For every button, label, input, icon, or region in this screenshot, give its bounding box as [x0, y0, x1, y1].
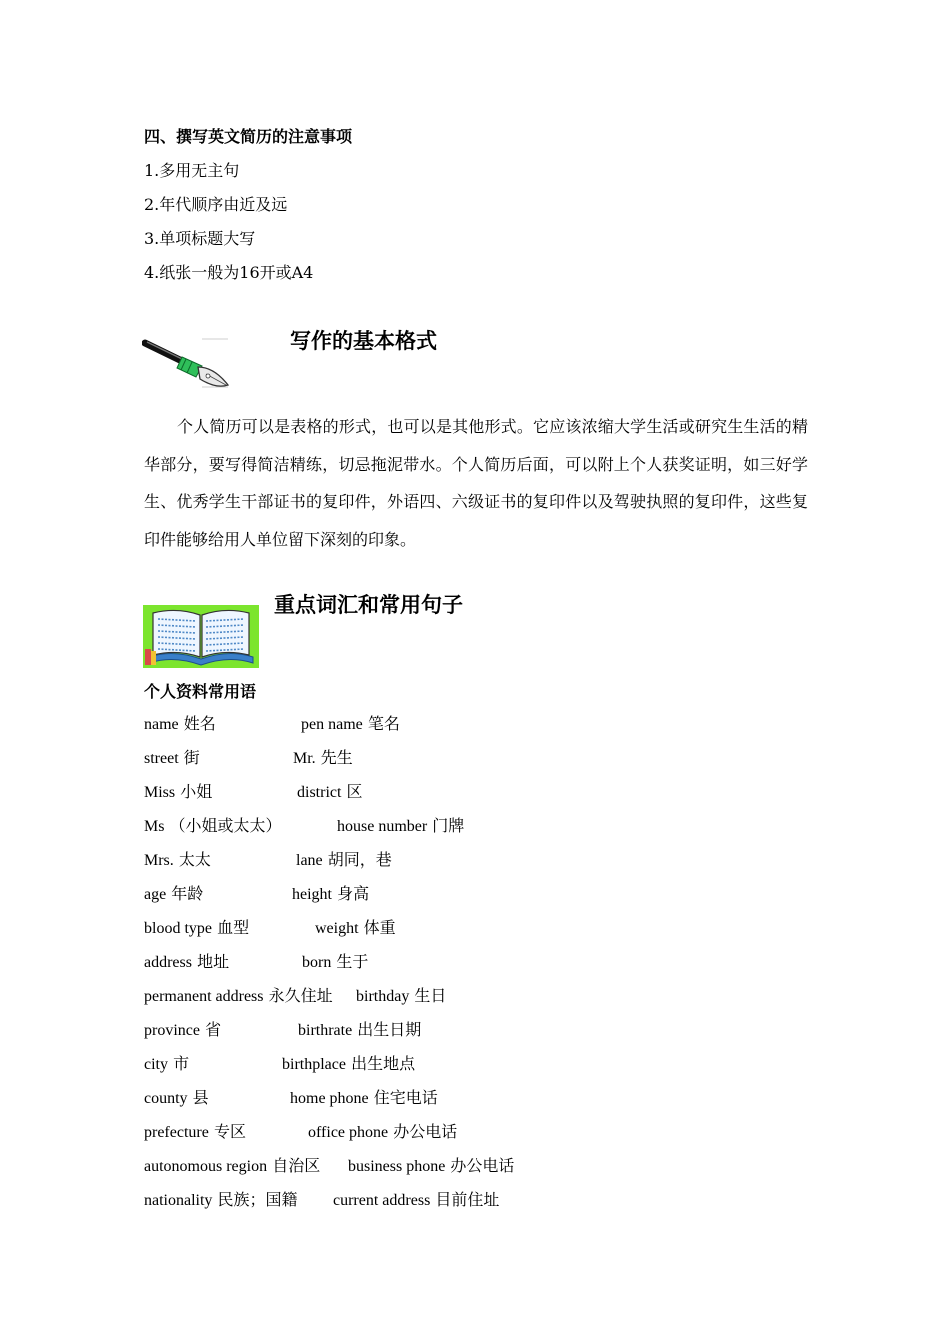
vocab-right-term: birthrate 出生日期	[298, 1020, 422, 1039]
vocab-left-term: autonomous region 自治区	[144, 1156, 321, 1175]
vocab-left-term: Mrs. 太太	[144, 850, 211, 869]
vocab-right-term: birthday 生日	[356, 986, 447, 1005]
vocab-right-term: height 身高	[292, 884, 370, 903]
vocab-right-term: home phone 住宅电话	[290, 1088, 438, 1107]
vocab-left-term: city 市	[144, 1054, 190, 1073]
notes-item-1: 1.多用无主句	[144, 161, 240, 180]
format-paragraph: 个人简历可以是表格的形式，也可以是其他形式。它应该浓缩大学生活或研究生生活的精华部分，要写得简洁精练，切忌拖泥带水。个人简历后面，可以附上个人获奖证明，如三好学生、优秀学生干部证书的复印件，外语四、六级证书的复印件以及驾驶执照的复印件，这些复印件能够给用人单位留下深刻的印象。	[144, 417, 808, 549]
vocab-left-term: permanent address 永久住址	[144, 986, 333, 1005]
notes-item-2: 2.年代顺序由近及远	[144, 195, 288, 214]
vocab-left-term: age 年龄	[144, 884, 204, 903]
notes-item-4: 4.纸张一般为16开或A4	[144, 263, 314, 282]
vocab-right-term: office phone 办公电话	[308, 1122, 458, 1141]
vocab-right-term: district 区	[297, 782, 363, 801]
format-section-title: 写作的基本格式	[290, 328, 437, 353]
vocab-right-term: current address 目前住址	[333, 1190, 500, 1209]
vocab-left-term: name 姓名	[144, 714, 216, 733]
vocab-left-term: prefecture 专区	[144, 1122, 246, 1141]
vocab-left-term: Ms （小姐或太太）	[144, 816, 282, 835]
vocab-section-title: 重点词汇和常用句子	[274, 592, 463, 617]
vocab-left-term: blood type 血型	[144, 918, 250, 937]
vocab-right-term: business phone 办公电话	[348, 1156, 515, 1175]
fountain-pen-icon	[142, 335, 234, 393]
vocab-right-term: birthplace 出生地点	[282, 1054, 416, 1073]
vocab-left-term: county 县	[144, 1088, 209, 1107]
vocab-subheading: 个人资料常用语	[144, 682, 257, 701]
vocab-left-term: address 地址	[144, 952, 230, 971]
vocab-right-term: weight 体重	[315, 918, 396, 937]
vocab-left-term: Miss 小姐	[144, 782, 213, 801]
notes-heading: 四、撰写英文简历的注意事项	[144, 127, 353, 146]
vocab-right-term: Mr. 先生	[293, 748, 353, 767]
vocab-left-term: nationality 民族；国籍	[144, 1190, 298, 1209]
vocab-right-term: born 生于	[302, 952, 369, 971]
vocab-right-term: pen name 笔名	[301, 714, 400, 733]
vocab-left-term: province 省	[144, 1020, 222, 1039]
notes-item-3: 3.单项标题大写	[144, 229, 256, 248]
open-book-icon	[143, 605, 259, 668]
vocab-right-term: lane 胡同，巷	[296, 850, 392, 869]
vocab-left-term: street 街	[144, 748, 200, 767]
vocab-right-term: house number 门牌	[337, 816, 465, 835]
